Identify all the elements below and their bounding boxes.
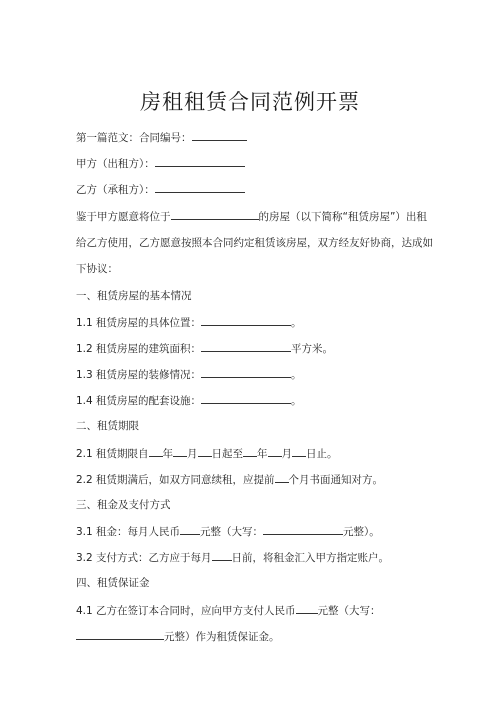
area-blank bbox=[201, 341, 291, 352]
document-title: 房租租赁合同范例开票 bbox=[140, 90, 360, 114]
section4-item1 bbox=[76, 603, 381, 618]
intro-text-1: 鉴于甲方愿意将位于 bbox=[76, 211, 171, 223]
section2-item2-tail: 个月书面通知对方。 bbox=[288, 474, 384, 486]
end-month-blank bbox=[268, 446, 282, 457]
section4-item1-continued bbox=[76, 629, 280, 644]
section3-item1 bbox=[76, 524, 380, 539]
area-unit: 平方米。 bbox=[291, 343, 334, 355]
party-a-label: 甲方（出租方）： bbox=[76, 158, 155, 170]
day-from-label: 日起至 bbox=[211, 448, 244, 460]
period-mark: 。 bbox=[291, 395, 302, 407]
section2-item2 bbox=[76, 472, 383, 487]
section4-item1-label: 4.1 乙方在签订本合同时，应向甲方支付人民币 bbox=[76, 605, 296, 617]
rent-amount-blank bbox=[180, 524, 200, 535]
end-year-blank bbox=[243, 446, 257, 457]
start-day-blank bbox=[198, 446, 212, 457]
party-a-blank bbox=[155, 156, 245, 167]
section2-item1-label: 2.1 租赁期限自 bbox=[76, 448, 149, 460]
month-label: 月 bbox=[187, 448, 198, 460]
intro-line-1 bbox=[76, 209, 427, 224]
section2-item1 bbox=[76, 446, 338, 461]
section4-item1-mid: 元整（大写： bbox=[317, 605, 381, 617]
party-b-blank bbox=[155, 182, 245, 193]
section3-item1-mid: 元整（大写： bbox=[200, 526, 264, 538]
start-year-blank bbox=[149, 446, 163, 457]
section2-heading: 二、租赁期限 bbox=[76, 420, 139, 432]
day-to-label: 日止。 bbox=[306, 448, 338, 460]
contract-number-blank bbox=[192, 130, 247, 141]
section1-item4 bbox=[76, 393, 302, 408]
end-day-blank bbox=[292, 446, 306, 457]
year-label: 年 bbox=[257, 448, 268, 460]
intro-text-2: 的房屋（以下简称“租赁房屋”）出租 bbox=[258, 211, 427, 223]
deposit-amount-blank bbox=[296, 603, 318, 614]
section3-item2-label: 3.2 支付方式：乙方应于每月 bbox=[76, 552, 212, 564]
intro-line-2: 给乙方使用，乙方愿意按照本合同约定租赁该房屋，双方经友好协商，达成如 bbox=[76, 237, 433, 249]
payment-day-blank bbox=[212, 550, 232, 561]
section1-heading: 一、租赁房屋的基本情况 bbox=[76, 290, 192, 302]
contract-number-label: 第一篇范文：合同编号： bbox=[76, 132, 192, 144]
section3-item1-tail: 元整）。 bbox=[343, 526, 380, 538]
section1-item3-label: 1.3 租赁房屋的装修情况： bbox=[76, 369, 202, 381]
section3-item2 bbox=[76, 550, 389, 565]
intro-line-3: 下协议： bbox=[76, 263, 118, 275]
period-mark: 。 bbox=[291, 317, 302, 329]
notice-months-blank bbox=[275, 472, 289, 483]
section4-heading: 四、租赁保证金 bbox=[76, 577, 150, 589]
intro-location-blank bbox=[171, 209, 259, 220]
section4-item1-tail: 元整）作为租赁保证金。 bbox=[164, 631, 280, 643]
section3-item1-label: 3.1 租金：每月人民币 bbox=[76, 526, 181, 538]
party-a-line bbox=[76, 156, 245, 171]
decoration-blank bbox=[201, 367, 291, 378]
section1-item3 bbox=[76, 367, 302, 382]
contract-number-line bbox=[76, 130, 247, 145]
party-b-label: 乙方（承租方）： bbox=[76, 184, 155, 196]
section2-item2-label: 2.2 租赁期满后，如双方同意续租，应提前 bbox=[76, 474, 275, 486]
party-b-line bbox=[76, 182, 245, 197]
section1-item4-label: 1.4 租赁房屋的配套设施： bbox=[76, 395, 202, 407]
section3-heading: 三、租金及支付方式 bbox=[76, 499, 171, 511]
month-label: 月 bbox=[281, 448, 293, 460]
rent-amount-words-blank bbox=[263, 524, 343, 535]
year-label: 年 bbox=[162, 448, 174, 460]
section1-item1 bbox=[76, 315, 302, 330]
section1-item1-label: 1.1 租赁房屋的具体位置： bbox=[76, 317, 202, 329]
facilities-blank bbox=[201, 393, 291, 404]
section1-item2 bbox=[76, 341, 333, 356]
deposit-amount-words-blank bbox=[76, 629, 164, 640]
location-blank bbox=[201, 315, 291, 326]
start-month-blank bbox=[173, 446, 187, 457]
period-mark: 。 bbox=[291, 369, 302, 381]
section3-item2-tail: 日前，将租金汇入甲方指定账户。 bbox=[231, 552, 390, 564]
section1-item2-label: 1.2 租赁房屋的建筑面积： bbox=[76, 343, 202, 355]
